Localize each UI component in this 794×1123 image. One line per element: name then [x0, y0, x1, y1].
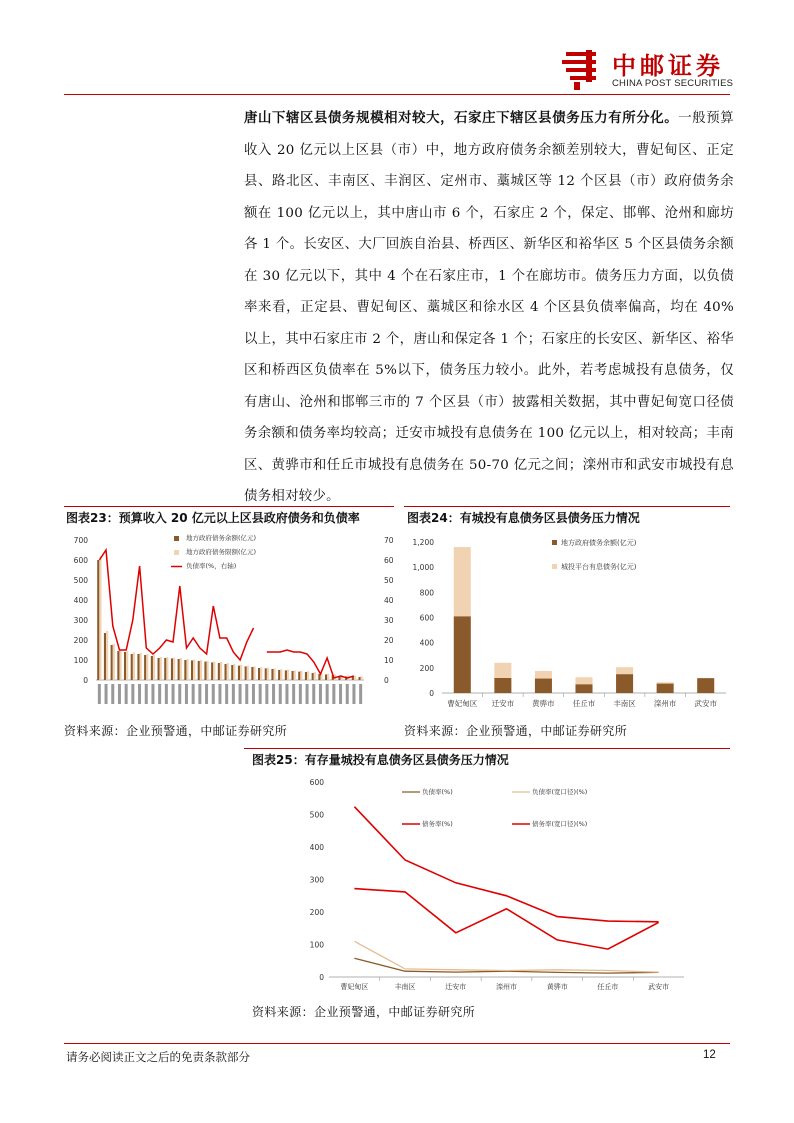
debt-limit-bar — [247, 666, 249, 680]
y-tick-label: 0 — [319, 973, 324, 982]
y-tick-label: 0 — [83, 676, 88, 685]
x-category-label-stub — [212, 684, 215, 704]
fig24-title: 图表24：有城投有息债务区县债务压力情况 — [407, 511, 640, 525]
debt-balance-bar — [616, 674, 633, 693]
x-category-label-stub — [111, 684, 114, 704]
x-category-label-stub — [185, 684, 188, 704]
fig24-chart — [404, 528, 730, 718]
y-tick-label: 200 — [419, 663, 434, 673]
fig23-title: 图表23：预算收入 20 亿元以上区县政府债务和负债率 — [66, 511, 360, 525]
debt-balance-bar — [144, 655, 146, 680]
debt-balance-bar — [271, 669, 273, 680]
y-tick-label: 0 — [429, 689, 434, 698]
fig25-source: 资料来源：企业预警通，中邮证券研究所 — [252, 1005, 476, 1019]
debt-limit-bar — [146, 654, 148, 680]
x-category-label-stub — [105, 684, 108, 704]
fig25-chart — [244, 770, 730, 995]
debt-limit-bar — [99, 556, 101, 680]
y2-tick-label: 30 — [384, 616, 394, 625]
x-category-label-stub — [299, 684, 302, 704]
debt-limit-bar — [186, 659, 188, 680]
debt-balance-bar — [218, 663, 220, 680]
legend-label: 地方政府债务余额(亿元) — [186, 534, 257, 542]
x-category-label-stub — [285, 684, 288, 704]
debt-balance-bar — [298, 672, 300, 680]
header-rule — [64, 94, 730, 95]
debt-balance-bar — [97, 560, 99, 680]
fig24-source: 资料来源：企业预警通，中邮证券研究所 — [404, 724, 628, 738]
debt-balance-bar — [117, 651, 119, 680]
x-category-label-stub — [138, 684, 141, 704]
y-tick-label: 400 — [73, 596, 88, 605]
debt-balance-bar — [151, 656, 153, 680]
debt-limit-bar — [300, 671, 302, 680]
y-tick-label: 100 — [309, 940, 324, 950]
y2-tick-label: 70 — [384, 536, 394, 545]
legend-label: 地方政府债务余额(亿元) — [561, 539, 637, 547]
y-tick-label: 800 — [419, 588, 434, 598]
debt-balance-bar — [178, 659, 180, 680]
debt-balance-bar — [535, 679, 552, 693]
x-category-label-stub — [326, 684, 329, 704]
x-category-label-stub — [145, 684, 148, 704]
debt-limit-bar — [160, 657, 162, 680]
legend-swatch — [174, 550, 179, 555]
debt-balance-bar — [111, 645, 113, 680]
debt-limit-bar — [354, 676, 356, 680]
debt-balance-bar — [211, 662, 213, 680]
debt-limit-bar — [274, 668, 276, 680]
debt-limit-bar — [106, 631, 108, 680]
x-category-label-stub — [98, 684, 101, 704]
x-category-label-stub — [359, 684, 362, 704]
fig23-chart — [64, 528, 394, 718]
x-category-label-stub — [272, 684, 275, 704]
brand-name-cn: 中邮证券 — [612, 52, 724, 80]
legend-swatch — [174, 536, 179, 541]
body-paragraph — [244, 103, 734, 513]
debt-limit-bar — [200, 660, 202, 680]
x-category-label-stub — [218, 684, 221, 704]
series-line — [354, 807, 658, 922]
fig23-source: 资料来源：企业预警通，中邮证券研究所 — [64, 724, 288, 738]
footer-disclaimer: 请务必阅读正文之后的免责条款部分 — [66, 1050, 250, 1064]
x-category-label-stub — [279, 684, 282, 704]
debt-balance-bar — [575, 684, 592, 693]
x-category-label-stub — [239, 684, 242, 704]
debt-balance-bar — [238, 666, 240, 680]
x-category-label-stub — [198, 684, 201, 704]
y2-tick-label: 60 — [384, 556, 394, 565]
x-category-label-stub — [178, 684, 181, 704]
y2-tick-label: 20 — [384, 636, 394, 645]
x-category-label-stub — [352, 684, 355, 704]
debt-balance-bar — [158, 658, 160, 680]
debt-balance-bar — [251, 667, 253, 680]
debt-limit-bar — [280, 669, 282, 680]
x-category-label-stub — [158, 684, 161, 704]
debt-balance-bar — [225, 664, 227, 680]
x-tick-label: 武安市 — [694, 699, 717, 708]
debt-balance-bar — [325, 674, 327, 680]
y-tick-label: 100 — [73, 656, 88, 665]
debt-limit-bar — [119, 650, 121, 680]
x-category-label-stub — [306, 684, 309, 704]
legend-swatch — [552, 564, 557, 569]
y2-tick-label: 0 — [384, 676, 389, 685]
x-tick-label: 任丘市 — [597, 983, 619, 991]
debt-balance-bar — [318, 674, 320, 680]
debt-balance-bar — [312, 673, 314, 680]
debt-balance-bar — [359, 677, 361, 680]
debt-balance-bar — [198, 661, 200, 680]
brand-name-en: CHINA POST SECURITIES — [612, 78, 734, 89]
x-category-label-stub — [118, 684, 121, 704]
lgfv-debt-bar — [535, 671, 552, 679]
y-tick-label: 200 — [73, 636, 88, 645]
debt-balance-bar — [184, 660, 186, 680]
y2-tick-label: 50 — [384, 576, 394, 585]
x-tick-label: 任丘市 — [572, 699, 596, 708]
legend-label: 地方政府债务限额(亿元) — [186, 548, 257, 556]
debt-balance-bar — [231, 665, 233, 680]
y-tick-label: 300 — [73, 616, 88, 625]
x-category-label-stub — [332, 684, 335, 704]
x-tick-label: 丰南区 — [613, 699, 636, 708]
x-category-label-stub — [312, 684, 315, 704]
legend-label: 城投平台有息债务(亿元) — [561, 563, 637, 571]
debt-limit-bar — [314, 672, 316, 680]
x-tick-label: 迁安市 — [445, 983, 467, 991]
debt-limit-bar — [233, 664, 235, 680]
x-category-label-stub — [205, 684, 208, 704]
legend-label: 债务率(%) — [422, 820, 453, 828]
debt-limit-bar — [327, 674, 329, 680]
debt-balance-bar — [265, 668, 267, 680]
debt-balance-bar — [171, 658, 173, 680]
x-category-label-stub — [319, 684, 322, 704]
y-tick-label: 600 — [73, 556, 88, 565]
debt-limit-bar — [361, 676, 363, 680]
x-tick-label: 曹妃甸区 — [340, 983, 369, 991]
debt-limit-bar — [213, 662, 215, 680]
x-tick-label: 迁安市 — [491, 699, 515, 708]
lgfv-debt-bar — [657, 682, 674, 683]
x-category-label-stub — [131, 684, 134, 704]
x-category-label-stub — [125, 684, 128, 704]
debt-limit-bar — [207, 661, 209, 680]
x-tick-label: 黄骅市 — [546, 983, 568, 991]
debt-limit-bar — [153, 655, 155, 680]
x-category-label-stub — [172, 684, 175, 704]
debt-balance-bar — [191, 660, 193, 680]
debt-balance-bar — [697, 678, 714, 693]
x-category-label-stub — [225, 684, 228, 704]
debt-limit-bar — [173, 658, 175, 680]
debt-limit-bar — [133, 652, 135, 680]
debt-balance-bar — [292, 671, 294, 680]
debt-limit-bar — [260, 667, 262, 680]
x-category-label-stub — [346, 684, 349, 704]
debt-balance-bar — [124, 652, 126, 680]
y-tick-label: 1,000 — [412, 563, 434, 573]
y-tick-label: 1,200 — [412, 538, 434, 547]
x-tick-label: 黄骅市 — [532, 699, 555, 708]
footer-rule — [64, 1043, 730, 1044]
debt-limit-bar — [113, 644, 115, 680]
x-tick-label: 武安市 — [648, 983, 670, 991]
x-tick-label: 滦州市 — [496, 983, 517, 991]
debt-balance-bar — [454, 616, 471, 693]
debt-limit-bar — [294, 670, 296, 680]
debt-limit-bar — [126, 651, 128, 680]
x-tick-label: 曹妃甸区 — [447, 699, 478, 708]
x-category-label-stub — [265, 684, 268, 704]
x-category-label-stub — [165, 684, 168, 704]
y-tick-label: 500 — [73, 576, 88, 585]
debt-balance-bar — [258, 668, 260, 680]
debt-balance-bar — [204, 662, 206, 680]
debt-limit-bar — [240, 665, 242, 680]
y-tick-label: 600 — [419, 613, 434, 623]
y-tick-label: 700 — [73, 536, 88, 545]
x-category-label-stub — [252, 684, 255, 704]
lgfv-debt-bar — [454, 547, 471, 616]
debt-balance-bar — [245, 666, 247, 680]
debt-balance-bar — [657, 684, 674, 693]
x-category-label-stub — [151, 684, 154, 704]
lgfv-debt-bar — [494, 663, 511, 678]
y-tick-label: 300 — [309, 875, 324, 885]
debt-limit-bar — [267, 668, 269, 680]
debt-balance-bar — [305, 672, 307, 680]
debt-limit-bar — [193, 660, 195, 680]
debt-balance-bar — [131, 654, 133, 680]
debt-balance-bar — [104, 633, 106, 680]
fig25-title: 图表25：有存量城投有息债务区县债务压力情况 — [252, 753, 509, 767]
debt-balance-bar — [164, 658, 166, 680]
page-number: 12 — [703, 1049, 716, 1061]
x-tick-label: 丰南区 — [394, 983, 416, 991]
x-category-label-stub — [292, 684, 295, 704]
y-tick-label: 400 — [309, 843, 324, 852]
y-tick-label: 500 — [309, 810, 324, 820]
legend-swatch — [552, 540, 557, 545]
x-category-label-stub — [245, 684, 248, 704]
debt-balance-bar — [278, 670, 280, 680]
legend-label: 负债率(宽口径)(%) — [532, 788, 588, 796]
y-tick-label: 600 — [309, 778, 324, 787]
x-tick-label: 滦州市 — [653, 699, 677, 708]
debt-limit-bar — [227, 663, 229, 680]
debt-limit-bar — [220, 662, 222, 680]
debt-limit-bar — [287, 670, 289, 680]
debt-balance-bar — [285, 670, 287, 680]
y2-tick-label: 40 — [384, 596, 394, 605]
legend-label: 债务率(宽口径)(%) — [532, 820, 588, 828]
debt-balance-bar — [494, 678, 511, 693]
lgfv-debt-bar — [575, 677, 592, 684]
y-tick-label: 400 — [419, 638, 434, 648]
series-line — [354, 889, 658, 950]
legend-label: 负债率(%，右轴) — [186, 562, 237, 570]
y2-tick-label: 10 — [384, 656, 394, 665]
legend-label: 负债率(%) — [422, 788, 453, 796]
lead-sentence: 唐山下辖区县债务规模相对较大，石家庄下辖区县债务压力有所分化。 — [244, 110, 679, 126]
lgfv-debt-bar — [616, 667, 633, 674]
x-category-label-stub — [339, 684, 342, 704]
y-tick-label: 200 — [309, 908, 324, 917]
debt-balance-bar — [137, 654, 139, 680]
x-category-label-stub — [259, 684, 262, 704]
debt-limit-bar — [140, 653, 142, 680]
paragraph-text: 一般预算收入 20 亿元以上区县（市）中，地方政府债务余额差别较大，曹妃甸区、正定县、路北区、丰南区、丰润区、定州市、藁城区等 12 个区县（市）政府债务余额在 100 亿元以上，其中唐山市 6 个，石家庄 2 个，保定、邯郸、沧州和廊坊各 1 个。长安区、大厂回族自治县、桥西区、新华区和裕华区 5 个区县债务余额在 30 亿元以下，其中 4 个在石家庄市，1 个在廊坊市。债务压力方面，以负债率来看，正定县、曹妃甸区、藁城区和徐水区 4 个区县负债率偏高，均在 40%以上，其中石家庄市 2 个，唐山和保定各 1 个；石家庄的长安区、新华区、裕华区和桥西区负债率在 5%以下，债务压力较小。此外，若考虑城投有息债务，仅有唐山、沧州和邯郸三市的 7 个区县（市）披露相关数据，其中曹妃甸宽口径债务余额和债务率均较高；迁安市城投有息债务在 100 亿元以上，相对较高；丰南区、黄骅市和任丘市城投有息债务在 50-70 亿元之间；滦州市和武安市城投有息债务相对较少。 — [244, 111, 734, 504]
debt-limit-bar — [307, 671, 309, 680]
x-category-label-stub — [232, 684, 235, 704]
x-category-label-stub — [192, 684, 195, 704]
debt-limit-bar — [166, 657, 168, 680]
debt-limit-bar — [253, 666, 255, 680]
debt-limit-bar — [180, 658, 182, 680]
